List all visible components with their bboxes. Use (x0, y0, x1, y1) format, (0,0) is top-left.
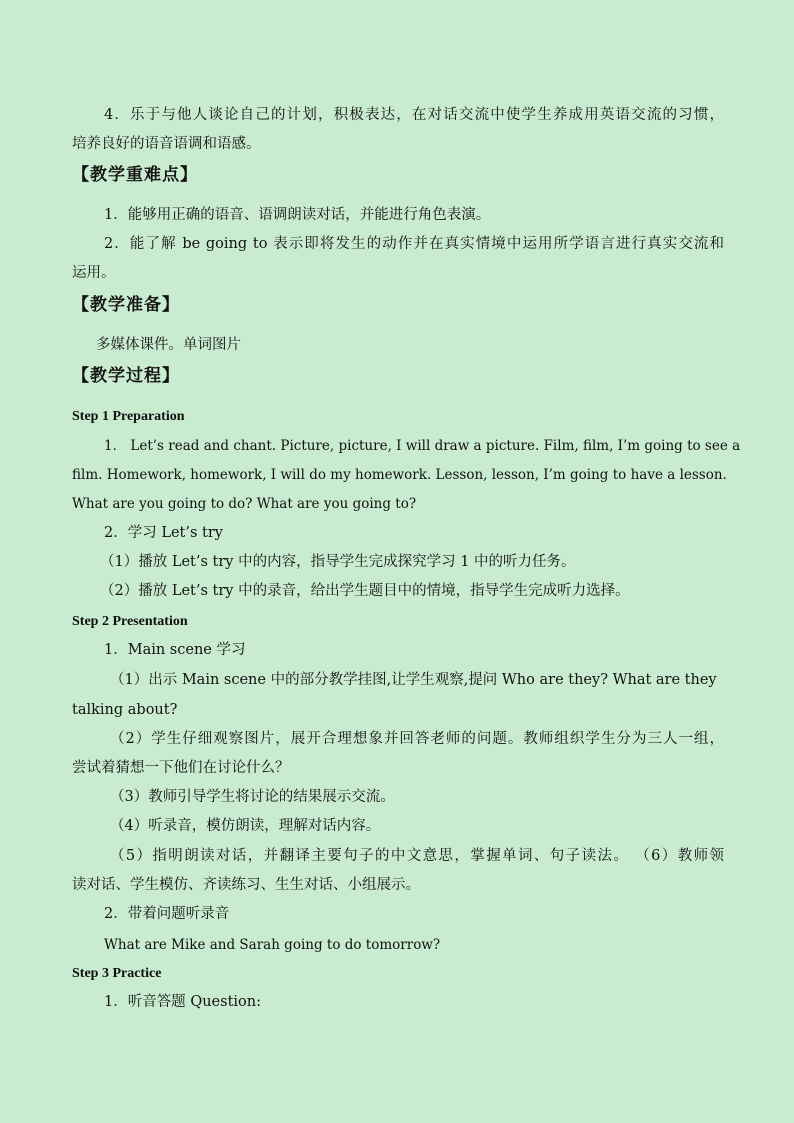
step-3-item-1: 1．听音答题 Question: (104, 994, 262, 1010)
step-2-sub-1-line-2: talking about? (72, 702, 178, 718)
key-point-2-line-1: 2．能了解 be going to 表示即将发生的动作并在真实情境中运用所学语言进行真实交流和 (104, 236, 724, 252)
step-2-sub-4: （4）听录音，模仿朗读，理解对话内容。 (110, 818, 381, 834)
chant-line-2: film. Homework, homework, I will do my homework. Lesson, lesson, I’m going to have a lesson. (72, 467, 727, 483)
step-1-item-2: 2．学习 Let’s try (104, 525, 223, 541)
step-2-title: Step 2 Presentation (72, 614, 188, 629)
step-1-sub-1: （1）播放 Let’s try 中的内容，指导学生完成探究学习 1 中的听力任务。 (100, 554, 576, 570)
key-point-1: 1．能够用正确的语音、语调朗读对话，并能进行角色表演。 (104, 207, 491, 223)
objective-4-line-1: 4．乐于与他人谈论自己的计划，积极表达，在对话交流中使学生养成用英语交流的习惯， (104, 107, 724, 123)
key-point-2-line-2: 运用。 (72, 265, 116, 281)
preparation-heading: 【教学准备】 (72, 295, 180, 315)
step-2-sub-3: （3）教师引导学生将讨论的结果展示交流。 (110, 789, 395, 805)
step-2-item-2: 2．带着问题听录音 (104, 906, 230, 922)
step-2-question: What are Mike and Sarah going to do tomorrow? (104, 937, 441, 953)
chant-line-3: What are you going to do? What are you going to? (72, 496, 417, 512)
step-2-sub-2-line-2: 尝试着猜想一下他们在讨论什么？ (72, 760, 290, 776)
step-3-title: Step 3 Practice (72, 966, 162, 981)
step-1-sub-2: （2）播放 Let’s try 中的录音，给出学生题目中的情境，指导学生完成听力选择。 (100, 583, 630, 599)
step-2-sub-5-line-2: 读对话、学生模仿、齐读练习、生生对话、小组展示。 (72, 877, 420, 893)
objective-4-line-2: 培养良好的语音语调和语感。 (72, 136, 261, 152)
step-2-item-1: 1．Main scene 学习 (104, 642, 246, 658)
process-heading: 【教学过程】 (72, 366, 180, 386)
step-2-sub-2-line-1: （2）学生仔细观察图片，展开合理想象并回答老师的问题。教师组织学生分为三人一组， (110, 731, 724, 747)
key-points-heading: 【教学重难点】 (72, 165, 198, 185)
step-2-sub-1-line-1: （1）出示 Main scene 中的部分教学挂图,让学生观察,提问 Who are they? What are they (110, 672, 717, 688)
step-2-sub-5-line-1: （5）指明朗读对话，并翻译主要句子的中文意思，掌握单词、句子读法。 （6）教师领 (110, 848, 724, 864)
step-1-title: Step 1 Preparation (72, 409, 185, 424)
chant-line-1: 1． Let’s read and chant. Picture, picture, I will draw a picture. Film, film, I’m going to see a (104, 438, 741, 454)
preparation-text: 多媒体课件。单词图片 (96, 337, 241, 353)
